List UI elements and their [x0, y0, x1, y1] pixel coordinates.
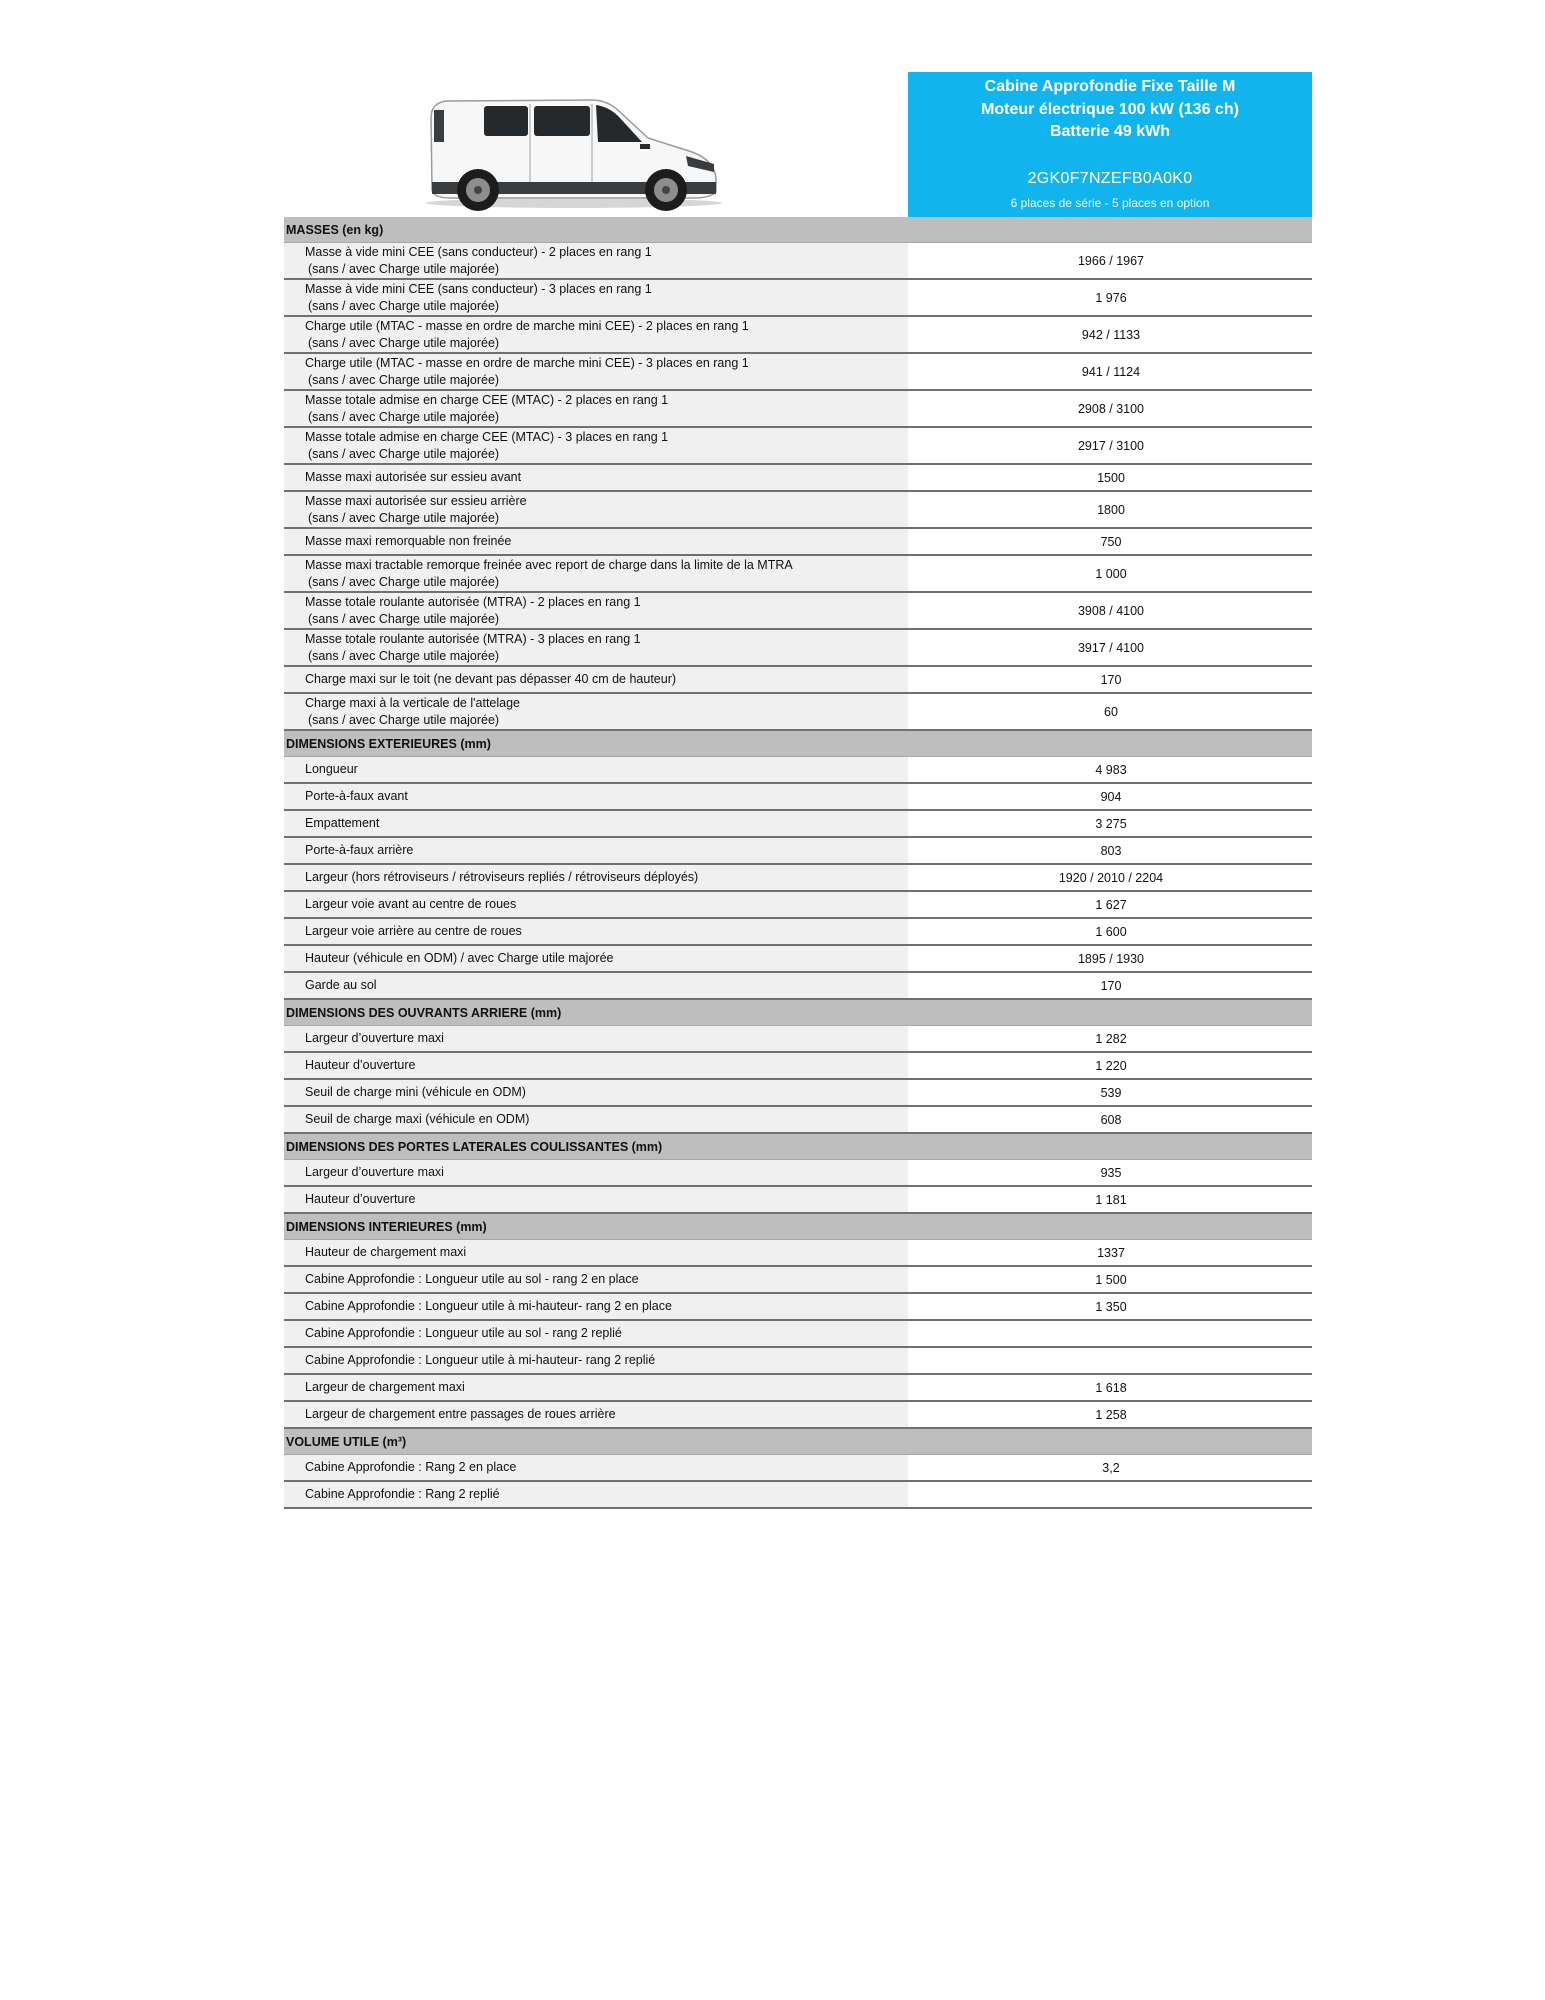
seats-note: 6 places de série - 5 places en option — [1010, 195, 1210, 210]
row-label-text: Largeur de chargement maxi — [305, 1380, 465, 1394]
row-value — [908, 1321, 1312, 1346]
row-label-text: Masse totale admise en charge CEE (MTAC) - 2 places en rang 1 — [305, 393, 669, 407]
row-label-text: Hauteur d’ouverture — [305, 1058, 416, 1072]
row-label-text: Garde au sol — [305, 978, 377, 992]
row-label — [284, 1294, 908, 1319]
battery-line: Batterie 49 kWh — [1049, 123, 1171, 140]
row-label — [284, 529, 908, 554]
row-label-text: Masse totale roulante autorisée (MTRA) - 2 places en rang 1 — [305, 595, 641, 609]
table-row — [284, 1455, 1312, 1482]
row-label — [284, 865, 908, 890]
section-header: DIMENSIONS EXTERIEURES (mm) — [284, 731, 1312, 757]
row-label-text: Empattement — [305, 816, 380, 830]
row-value: 1 258 — [908, 1402, 1312, 1427]
table-row — [284, 243, 1312, 280]
row-label — [284, 1267, 908, 1292]
row-label — [284, 811, 908, 836]
row-label-text: Masse maxi autorisée sur essieu avant — [305, 470, 522, 484]
row-value: 608 — [908, 1107, 1312, 1132]
table-row — [284, 838, 1312, 865]
row-label — [284, 1026, 908, 1051]
table-row — [284, 892, 1312, 919]
row-label-note: (sans / avec Charge utile majorée) — [308, 612, 500, 626]
row-label-text: Charge utile (MTAC - masse en ordre de marche mini CEE) - 3 places en rang 1 — [305, 356, 749, 370]
sheet-header — [284, 72, 1312, 217]
row-value: 1 600 — [908, 919, 1312, 944]
row-label-text: Largeur d’ouverture maxi — [305, 1165, 444, 1179]
row-label — [284, 280, 908, 315]
row-label-note: (sans / avec Charge utile majorée) — [308, 713, 500, 727]
row-label-text: Masse maxi autorisée sur essieu arrière — [305, 494, 527, 508]
table-row — [284, 1267, 1312, 1294]
row-value — [908, 1348, 1312, 1373]
row-label-text: Masse à vide mini CEE (sans conducteur) - 2 places en rang 1 — [305, 245, 652, 259]
row-label-text: Masse à vide mini CEE (sans conducteur) - 3 places en rang 1 — [305, 282, 652, 296]
row-label-text: Cabine Approfondie : Rang 2 replié — [305, 1487, 500, 1501]
row-value: 60 — [908, 694, 1312, 729]
row-value: 1895 / 1930 — [908, 946, 1312, 971]
row-value — [908, 1482, 1312, 1507]
spec-sheet — [284, 72, 1312, 1509]
row-label-text: Seuil de charge mini (véhicule en ODM) — [305, 1085, 526, 1099]
row-label — [284, 556, 908, 591]
table-row — [284, 1375, 1312, 1402]
row-value: 750 — [908, 529, 1312, 554]
row-label-text: Cabine Approfondie : Longueur utile à mi-hauteur- rang 2 en place — [305, 1299, 672, 1313]
row-label-note: (sans / avec Charge utile majorée) — [308, 511, 500, 525]
row-label — [284, 1482, 908, 1507]
table-row — [284, 1348, 1312, 1375]
row-label-text: Largeur de chargement entre passages de roues arrière — [305, 1407, 616, 1421]
row-label-text: Cabine Approfondie : Longueur utile à mi-hauteur- rang 2 replié — [305, 1353, 656, 1367]
table-row — [284, 757, 1312, 784]
row-value: 904 — [908, 784, 1312, 809]
section-header: VOLUME UTILE (m³) — [284, 1429, 1312, 1455]
row-label — [284, 757, 908, 782]
row-label-text: Largeur voie avant au centre de roues — [305, 897, 517, 911]
table-row — [284, 667, 1312, 694]
row-value: 942 / 1133 — [908, 317, 1312, 352]
table-row — [284, 973, 1312, 1000]
row-label — [284, 1053, 908, 1078]
row-label-text: Masse maxi tractable remorque freinée avec report de charge dans la limite de la MTRA — [305, 558, 793, 572]
row-value: 1500 — [908, 465, 1312, 490]
row-label-text: Longueur — [305, 762, 358, 776]
row-label-text: Masse totale roulante autorisée (MTRA) - 3 places en rang 1 — [305, 632, 641, 646]
table-row — [284, 1080, 1312, 1107]
row-label-note: (sans / avec Charge utile majorée) — [308, 262, 500, 276]
row-value: 941 / 1124 — [908, 354, 1312, 389]
row-label — [284, 1321, 908, 1346]
row-value: 1 220 — [908, 1053, 1312, 1078]
row-label — [284, 317, 908, 352]
version-header — [908, 72, 1312, 217]
row-label — [284, 1107, 908, 1132]
version-code: 2GK0F7NZEFB0A0K0 — [1027, 169, 1193, 187]
version-title-line: Cabine Approfondie Fixe Taille M — [984, 78, 1236, 95]
table-row — [284, 1026, 1312, 1053]
row-value: 1 282 — [908, 1026, 1312, 1051]
row-label-text: Masse totale admise en charge CEE (MTAC) - 3 places en rang 1 — [305, 430, 669, 444]
row-label — [284, 892, 908, 917]
section-header: DIMENSIONS DES PORTES LATERALES COULISSANTES (mm) — [284, 1134, 1312, 1160]
row-label — [284, 243, 908, 278]
row-label-note: (sans / avec Charge utile majorée) — [308, 336, 500, 350]
row-value: 539 — [908, 1080, 1312, 1105]
row-label-note: (sans / avec Charge utile majorée) — [308, 447, 500, 461]
row-value: 1 627 — [908, 892, 1312, 917]
row-label — [284, 1240, 908, 1265]
row-label-text: Cabine Approfondie : Longueur utile au sol - rang 2 replié — [305, 1326, 622, 1340]
row-label-text: Largeur (hors rétroviseurs / rétroviseurs repliés / rétroviseurs déployés) — [305, 870, 699, 884]
row-label — [284, 391, 908, 426]
row-value: 3 275 — [908, 811, 1312, 836]
table-row — [284, 630, 1312, 667]
row-value: 1 618 — [908, 1375, 1312, 1400]
table-row — [284, 465, 1312, 492]
row-label-text: Charge maxi sur le toit (ne devant pas dépasser 40 cm de hauteur) — [305, 672, 677, 686]
table-row — [284, 811, 1312, 838]
row-label — [284, 630, 908, 665]
row-label-text: Cabine Approfondie : Rang 2 en place — [305, 1460, 517, 1474]
row-label — [284, 354, 908, 389]
row-label-text: Porte-à-faux avant — [305, 789, 408, 803]
row-label-text: Hauteur (véhicule en ODM) / avec Charge utile majorée — [305, 951, 614, 965]
row-label — [284, 492, 908, 527]
row-value: 3917 / 4100 — [908, 630, 1312, 665]
row-value: 170 — [908, 973, 1312, 998]
row-value: 4 983 — [908, 757, 1312, 782]
row-value: 1920 / 2010 / 2204 — [908, 865, 1312, 890]
row-label-text: Largeur d’ouverture maxi — [305, 1031, 444, 1045]
row-value: 2917 / 3100 — [908, 428, 1312, 463]
row-value: 1 350 — [908, 1294, 1312, 1319]
row-label-text: Hauteur de chargement maxi — [305, 1245, 467, 1259]
row-value: 2908 / 3100 — [908, 391, 1312, 426]
table-row — [284, 1294, 1312, 1321]
row-label-note: (sans / avec Charge utile majorée) — [308, 299, 500, 313]
table-row — [284, 1053, 1312, 1080]
table-row — [284, 694, 1312, 731]
row-label — [284, 919, 908, 944]
row-label — [284, 838, 908, 863]
row-value: 1800 — [908, 492, 1312, 527]
row-label — [284, 1348, 908, 1373]
table-row — [284, 1160, 1312, 1187]
van-image — [424, 86, 724, 214]
row-label-text: Charge maxi à la verticale de l'attelage — [305, 696, 521, 710]
row-label — [284, 1080, 908, 1105]
table-row — [284, 428, 1312, 465]
row-label — [284, 694, 908, 729]
table-row — [284, 593, 1312, 630]
table-row — [284, 529, 1312, 556]
row-value: 1337 — [908, 1240, 1312, 1265]
table-row — [284, 784, 1312, 811]
section-header: DIMENSIONS INTERIEURES (mm) — [284, 1214, 1312, 1240]
row-label-text: Seuil de charge maxi (véhicule en ODM) — [305, 1112, 530, 1126]
table-row — [284, 865, 1312, 892]
table-row — [284, 317, 1312, 354]
row-value: 803 — [908, 838, 1312, 863]
row-value: 1 500 — [908, 1267, 1312, 1292]
row-label-text: Porte-à-faux arrière — [305, 843, 414, 857]
row-label — [284, 465, 908, 490]
row-label-note: (sans / avec Charge utile majorée) — [308, 575, 500, 589]
row-value: 1 000 — [908, 556, 1312, 591]
row-label — [284, 428, 908, 463]
row-label — [284, 667, 908, 692]
row-value: 1 976 — [908, 280, 1312, 315]
row-value: 935 — [908, 1160, 1312, 1185]
row-label-text: Masse maxi remorquable non freinée — [305, 534, 512, 548]
row-label — [284, 593, 908, 628]
row-label — [284, 1160, 908, 1185]
section-header: MASSES (en kg) — [284, 217, 1312, 243]
row-label — [284, 1375, 908, 1400]
table-row — [284, 391, 1312, 428]
table-row — [284, 1482, 1312, 1509]
table-row — [284, 556, 1312, 593]
row-value: 170 — [908, 667, 1312, 692]
row-label — [284, 1402, 908, 1427]
table-row — [284, 492, 1312, 529]
row-label-note: (sans / avec Charge utile majorée) — [308, 373, 500, 387]
engine-line: Moteur électrique 100 kW (136 ch) — [981, 100, 1239, 118]
row-value: 1 181 — [908, 1187, 1312, 1212]
table-row — [284, 280, 1312, 317]
spec-table — [284, 217, 1312, 1509]
row-label — [284, 1187, 908, 1212]
row-label-text: Charge utile (MTAC - masse en ordre de marche mini CEE) - 2 places en rang 1 — [305, 319, 749, 333]
table-row — [284, 946, 1312, 973]
table-row — [284, 1107, 1312, 1134]
row-value: 3,2 — [908, 1455, 1312, 1480]
table-row — [284, 1321, 1312, 1348]
row-value: 1966 / 1967 — [908, 243, 1312, 278]
row-label — [284, 784, 908, 809]
table-row — [284, 354, 1312, 391]
table-row — [284, 1240, 1312, 1267]
table-row — [284, 1402, 1312, 1429]
row-label-text: Largeur voie arrière au centre de roues — [305, 924, 522, 938]
row-label-note: (sans / avec Charge utile majorée) — [308, 649, 500, 663]
row-label — [284, 946, 908, 971]
row-label-text: Hauteur d’ouverture — [305, 1192, 416, 1206]
section-header: DIMENSIONS DES OUVRANTS ARRIERE (mm) — [284, 1000, 1312, 1026]
row-value: 3908 / 4100 — [908, 593, 1312, 628]
row-label-text: Cabine Approfondie : Longueur utile au sol - rang 2 en place — [305, 1272, 639, 1286]
row-label-note: (sans / avec Charge utile majorée) — [308, 410, 500, 424]
row-label — [284, 973, 908, 998]
row-label — [284, 1455, 908, 1480]
table-row — [284, 1187, 1312, 1214]
table-row — [284, 919, 1312, 946]
